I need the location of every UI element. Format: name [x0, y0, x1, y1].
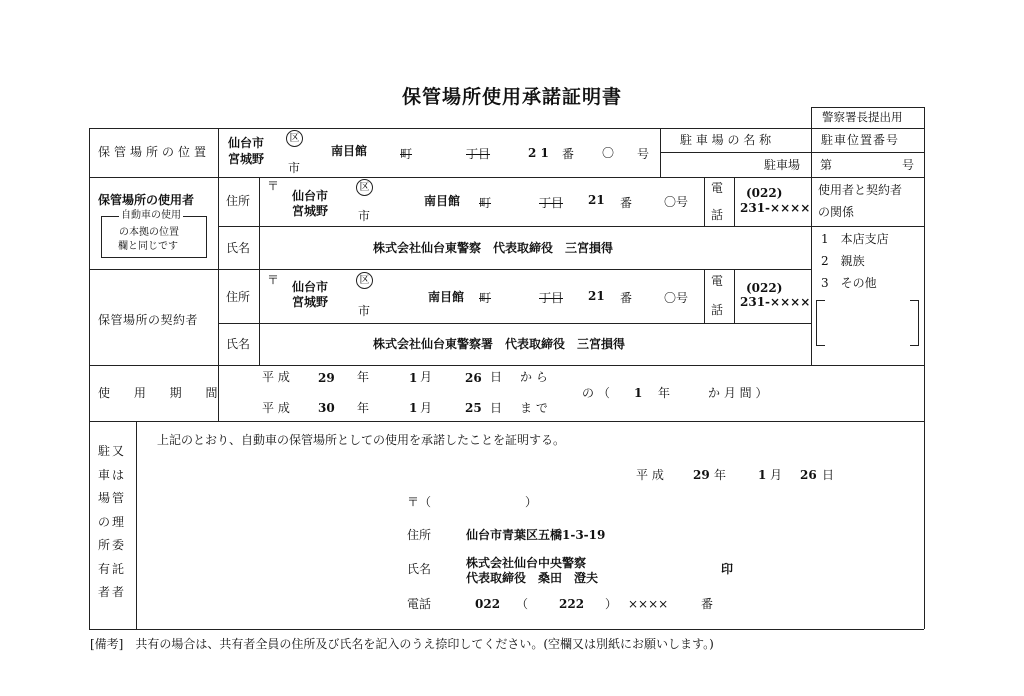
cert-tel-open: （: [516, 597, 529, 611]
contractor-town: 南目館: [428, 290, 465, 304]
contractor-chome: 丁目: [539, 291, 564, 305]
user-city1: 仙台市: [292, 189, 329, 203]
cert-tel-last: ××××: [628, 597, 669, 611]
cert-tel-mid: 222: [559, 597, 585, 611]
cert-tel-close: ）: [605, 597, 618, 611]
relation-label-1: 使用者と契約者: [818, 183, 903, 197]
certifier-side-label: [97, 440, 127, 605]
contractor-postal-mark: 〒: [267, 273, 280, 287]
grid-line: [811, 226, 924, 227]
period-end-year: 30: [318, 401, 335, 415]
period-start-month: 1: [409, 371, 418, 385]
period-duration-close: か 月 間 ）: [708, 386, 768, 400]
cert-name-company: 株式会社仙台中央警察: [466, 556, 587, 570]
grid-line: [218, 128, 219, 421]
cert-tel-area: 022: [475, 597, 501, 611]
location-ban: 番: [562, 147, 575, 161]
period-end-month: 1: [409, 401, 418, 415]
parking-name-value: 駐車場: [764, 158, 801, 172]
period-start-era: 平 成: [262, 370, 290, 384]
period-kara: か ら: [520, 370, 548, 384]
relation-option-3: 3 その他: [821, 276, 877, 290]
user-machi: 町: [479, 196, 492, 210]
location-circle: 〇: [602, 146, 615, 160]
user-ban: 番: [620, 196, 633, 210]
period-start-day: 26: [465, 371, 482, 385]
footnote: [備考] 共有の場合は、共有者全員の住所及び氏名を記入のうえ捺印してください。(空欄又は別紙にお願いします。): [90, 637, 714, 651]
cert-date-month: 1: [758, 468, 767, 482]
contractor-city-suffix: 市: [358, 304, 371, 318]
table-border: [89, 128, 924, 129]
grid-line: [704, 269, 705, 323]
user-ward-mark: 区: [356, 179, 373, 196]
cert-date-nen: 年: [714, 468, 727, 482]
cert-date-tsuki: 月: [770, 468, 783, 482]
cert-postal-close: ）: [525, 495, 538, 509]
relation-other-bracket-right: [910, 300, 919, 346]
grid-line: [89, 421, 924, 422]
period-end-nen: 年: [357, 401, 370, 415]
grid-line: [136, 421, 137, 629]
location-machi: 町: [400, 147, 413, 161]
location-city1: 仙台市: [228, 136, 265, 150]
user-tel-number: 231-××××: [740, 201, 811, 215]
cert-seal: 印: [721, 562, 734, 576]
cert-date-year: 29: [693, 468, 710, 482]
period-duration-nen: 年: [658, 386, 671, 400]
contractor-banchi: 21: [588, 289, 605, 303]
grid-line: [734, 177, 735, 226]
user-chome: 丁目: [539, 196, 564, 210]
user-note-line1: 自動車の使用: [121, 210, 181, 221]
grid-line: [660, 128, 661, 177]
period-start-tsuki: 月: [420, 370, 433, 384]
user-note-line3: 欄と同じです: [118, 241, 178, 252]
user-note-line2: の本拠の位置: [119, 227, 179, 238]
user-postal-mark: 〒: [267, 179, 280, 193]
contractor-city1: 仙台市: [292, 280, 329, 294]
grid-line: [89, 177, 924, 178]
period-made: ま で: [520, 401, 548, 415]
grid-line: [811, 107, 924, 108]
grid-line: [259, 177, 260, 365]
contractor-city2: 宮城野: [292, 295, 329, 309]
grid-line: [89, 269, 811, 270]
ward-mark: 区: [286, 130, 303, 147]
grid-line: [660, 152, 811, 153]
grid-line: [734, 269, 735, 323]
cert-tel-label: 電話: [407, 597, 432, 611]
table-border: [924, 128, 925, 629]
user-go: 〇号: [664, 195, 689, 209]
grid-line: [218, 226, 811, 227]
cert-tel-ban: 番: [701, 597, 714, 611]
parking-number-gou: 号: [902, 158, 915, 172]
parking-name-label: 駐 車 場 の 名 称: [680, 133, 772, 147]
contractor-machi: 町: [479, 291, 492, 305]
user-city2: 宮城野: [292, 204, 329, 218]
grid-line: [89, 365, 924, 366]
period-duration-open: の （: [582, 386, 610, 400]
cert-address-label: 住所: [407, 528, 432, 542]
contractor-name-label: 氏名: [226, 337, 251, 351]
user-tel-area: (022): [746, 186, 783, 200]
table-border: [89, 128, 90, 629]
contractor-name: 株式会社仙台東警察署 代表取締役 三宮損得: [373, 337, 626, 351]
certifier-side-label-text: 駐又車は場管の理所委有託者者: [97, 444, 126, 599]
location-chome: 丁目: [466, 147, 491, 161]
relation-option-2: 2 親族: [821, 254, 865, 268]
contractor-tel-number: 231-××××: [740, 295, 811, 309]
location-go: 号: [637, 147, 650, 161]
certifier-statement: 上記のとおり、自動車の保管場所としての使用を承諾したことを証明する。: [157, 433, 566, 447]
contractor-label: 保管場所の契約者: [98, 313, 199, 327]
cert-date-nichi: 日: [822, 468, 835, 482]
user-tel-label-2: 話: [711, 208, 724, 222]
relation-option-1: 1 本店支店: [821, 232, 889, 246]
user-banchi: 21: [588, 193, 605, 207]
grid-line: [218, 323, 811, 324]
grid-line: [811, 107, 812, 128]
grid-line: [704, 177, 705, 226]
contractor-ward-mark: 区: [356, 272, 373, 289]
user-name: 株式会社仙台東警察 代表取締役 三宮損得: [373, 241, 614, 255]
cert-postal-open: 〒（: [407, 495, 432, 509]
location-banchi: 2 1: [528, 146, 549, 160]
contractor-ban: 番: [620, 291, 633, 305]
user-tel-label-1: 電: [711, 181, 724, 195]
contractor-tel-label-2: 話: [711, 303, 724, 317]
submission-label: 警察署長提出用: [822, 110, 903, 124]
parking-number-dai: 第: [820, 158, 833, 172]
cert-name-label: 氏名: [407, 562, 432, 576]
period-end-day: 25: [465, 401, 482, 415]
contractor-tel-area: (022): [746, 281, 783, 295]
location-town: 南目館: [331, 144, 368, 158]
cert-date-era: 平 成: [636, 468, 664, 482]
period-label: 使 用 期 間: [98, 386, 228, 400]
relation-label-2: の関係: [818, 205, 855, 219]
period-end-era: 平 成: [262, 401, 290, 415]
parking-number-label: 駐車位置番号: [821, 133, 900, 147]
cert-date-day: 26: [800, 468, 817, 482]
relation-other-bracket-left: [816, 300, 825, 346]
contractor-go: 〇号: [664, 291, 689, 305]
grid-line: [811, 152, 924, 153]
cert-name-person: 代表取締役 桑田 澄夫: [466, 571, 599, 585]
user-city-suffix: 市: [358, 209, 371, 223]
location-city2: 宮城野: [228, 152, 265, 166]
city-suffix: 市: [288, 161, 301, 175]
contractor-address-label: 住所: [226, 290, 251, 304]
user-town: 南目館: [424, 194, 461, 208]
location-label: 保管場所の位置: [98, 145, 211, 159]
user-name-label: 氏名: [226, 241, 251, 255]
period-end-nichi: 日: [490, 401, 503, 415]
document-title: 保管場所使用承諾証明書: [401, 86, 622, 108]
period-start-nichi: 日: [490, 370, 503, 384]
grid-line: [924, 107, 925, 128]
contractor-tel-label-1: 電: [711, 274, 724, 288]
period-duration-years: 1: [634, 386, 643, 400]
period-start-nen: 年: [357, 370, 370, 384]
period-start-year: 29: [318, 371, 335, 385]
user-label: 保管場所の使用者: [98, 193, 195, 207]
cert-address: 仙台市青葉区五橋1-3-19: [466, 528, 606, 542]
grid-line: [811, 128, 812, 365]
table-border: [89, 629, 924, 630]
period-end-tsuki: 月: [420, 401, 433, 415]
user-address-label: 住所: [226, 194, 251, 208]
